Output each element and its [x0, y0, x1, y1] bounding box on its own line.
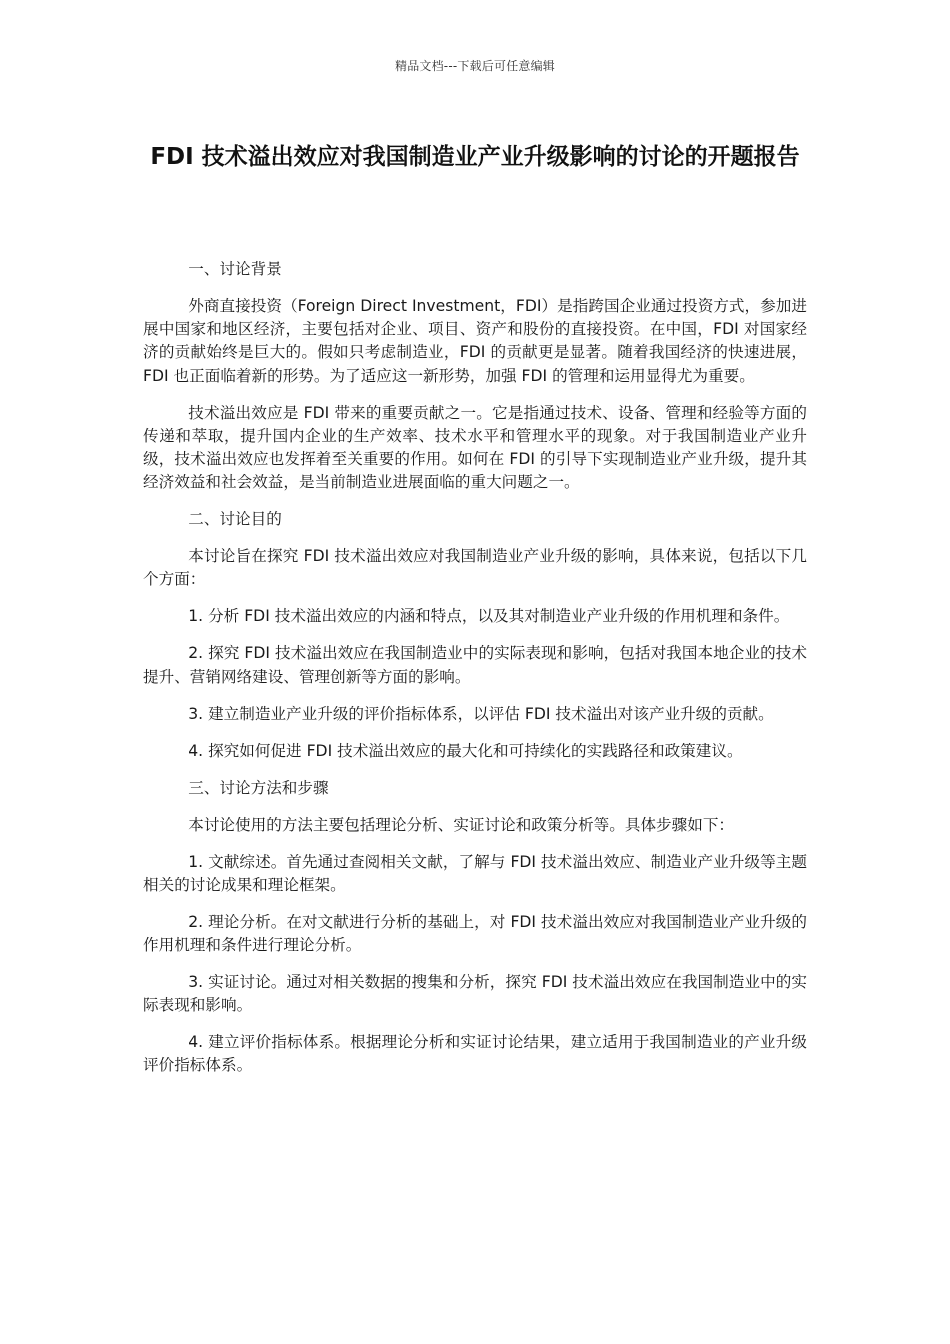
page-title: FDI 技术溢出效应对我国制造业产业升级影响的讨论的开题报告	[150, 144, 800, 170]
list-item: 1. 分析 FDI 技术溢出效应的内涵和特点，以及其对制造业产业升级的作用机理和条件。	[188, 607, 790, 626]
paragraph: 外商直接投资（Foreign Direct Investment，FDI）是指跨国企业通过投资方式，参加进展中国家和地区经济，主要包括对企业、项目、资产和股份的直接投资。在中国，FDI 对国家经济的贡献始终是巨大的。假如只考虑制造业，FDI 的贡献更是显著。随着我国经济的快速进展，FDI 也正面临着新的形势。为了适应这一新形势，加强 FDI 的管理和运用显得尤为重要。	[143, 297, 807, 385]
section-heading-purpose: 二、讨论目的	[188, 510, 282, 529]
list-item: 3. 建立制造业产业升级的评价指标体系，以评估 FDI 技术溢出对该产业升级的贡献。	[188, 704, 774, 723]
header-note: 精品文档---下载后可任意编辑	[395, 59, 555, 73]
section-heading-methods: 三、讨论方法和步骤	[188, 778, 329, 797]
list-item: 2. 理论分析。在对文献进行分析的基础上，对 FDI 技术溢出效应对我国制造业产业升级的作用机理和条件进行理论分析。	[143, 912, 807, 955]
paragraph: 本讨论使用的方法主要包括理论分析、实证讨论和政策分析等。具体步骤如下：	[188, 815, 735, 834]
paragraph: 技术溢出效应是 FDI 带来的重要贡献之一。它是指通过技术、设备、管理和经验等方面的传递和萃取，提升国内企业的生产效率、技术水平和管理水平的现象。对于我国制造业产业升级，技术溢出效应也发挥着至关重要的作用。如何在 FDI 的引导下实现制造业产业升级，提升其经济效益和社会效益，是当前制造业进展面临的重大问题之一。	[143, 403, 807, 492]
list-item: 1. 文献综述。首先通过查阅相关文献，了解与 FDI 技术溢出效应、制造业产业升级等主题相关的讨论成果和理论框架。	[143, 852, 807, 894]
list-item: 4. 建立评价指标体系。根据理论分析和实证讨论结果，建立适用于我国制造业的产业升级评价指标体系。	[143, 1033, 807, 1075]
section-heading-background: 一、讨论背景	[188, 260, 282, 278]
document-body	[143, 258, 807, 1091]
list-item: 2. 探究 FDI 技术溢出效应在我国制造业中的实际表现和影响，包括对我国本地企业的技术提升、营销网络建设、管理创新等方面的影响。	[143, 644, 807, 686]
list-item: 3. 实证讨论。通过对相关数据的搜集和分析，探究 FDI 技术溢出效应在我国制造业中的实际表现和影响。	[143, 973, 807, 1015]
paragraph: 本讨论旨在探究 FDI 技术溢出效应对我国制造业产业升级的影响，具体来说，包括以下几个方面：	[143, 547, 807, 589]
list-item: 4. 探究如何促进 FDI 技术溢出效应的最大化和可持续化的实践路径和政策建议。	[188, 741, 743, 760]
